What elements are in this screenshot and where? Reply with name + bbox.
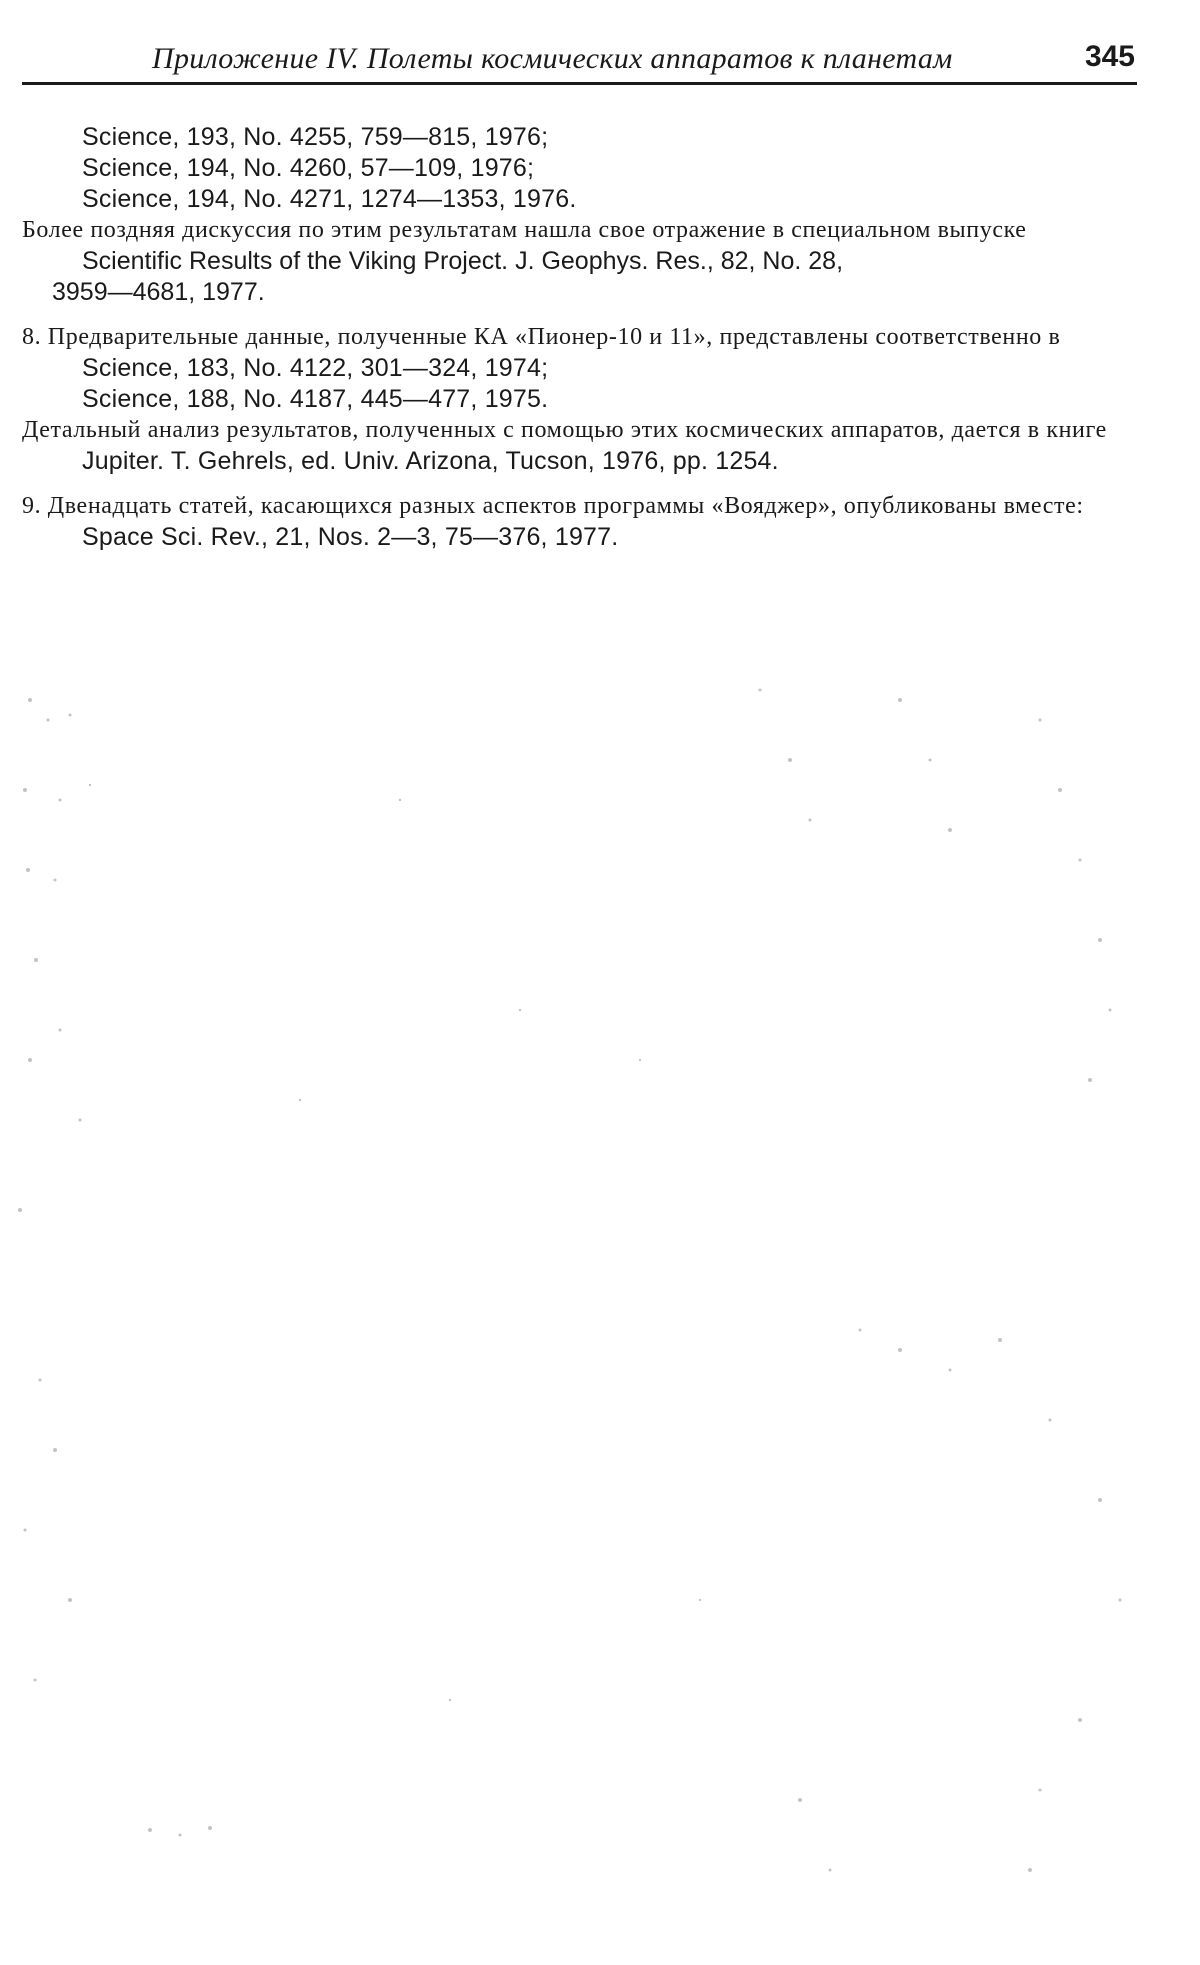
spacer (22, 308, 1134, 322)
paragraph: Детальный анализ результатов, полученных с помощью этих космических аппаратов, дается в книге (22, 417, 1107, 443)
page-content (22, 122, 1134, 553)
page-header (22, 40, 1137, 85)
reference-line: Space Sci. Rev., 21, Nos. 2—3, 75—376, 1977. (82, 523, 619, 551)
reference-line: Science, 194, No. 4260, 57—109, 1976; (82, 154, 535, 182)
paragraph: 8. Предварительные данные, полученные КА «Пионер-10 и 11», представлены соответственно в (22, 324, 1061, 350)
reference-line: Science, 194, No. 4271, 1274—1353, 1976. (82, 185, 577, 213)
page-number: 345 (1084, 40, 1135, 73)
paragraph: Более поздняя дискуссия по этим результатам нашла свое отражение в специальном выпуске (22, 217, 1027, 243)
reference-entry (22, 246, 1134, 308)
reference-line: Science, 183, No. 4122, 301—324, 1974; (82, 354, 549, 382)
reference-line: Science, 193, No. 4255, 759—815, 1976; (82, 123, 549, 151)
reference-continuation: 3959—4681, 1977. (52, 278, 265, 306)
running-title: Приложение IV. Полеты космических аппаратов к планетам (152, 42, 953, 75)
reference-line: Jupiter. T. Gehrels, ed. Univ. Arizona, Tucson, 1976, pp. 1254. (82, 447, 779, 475)
reference-line: Science, 188, No. 4187, 445—477, 1975. (82, 385, 549, 413)
spacer (22, 477, 1134, 491)
paragraph: 9. Двенадцать статей, касающихся разных аспектов программы «Вояджер», опубликованы вместе: (22, 493, 1084, 519)
reference-line: Scientific Results of the Viking Project. J. Geophys. Res., 82, No. 28, (82, 247, 844, 275)
